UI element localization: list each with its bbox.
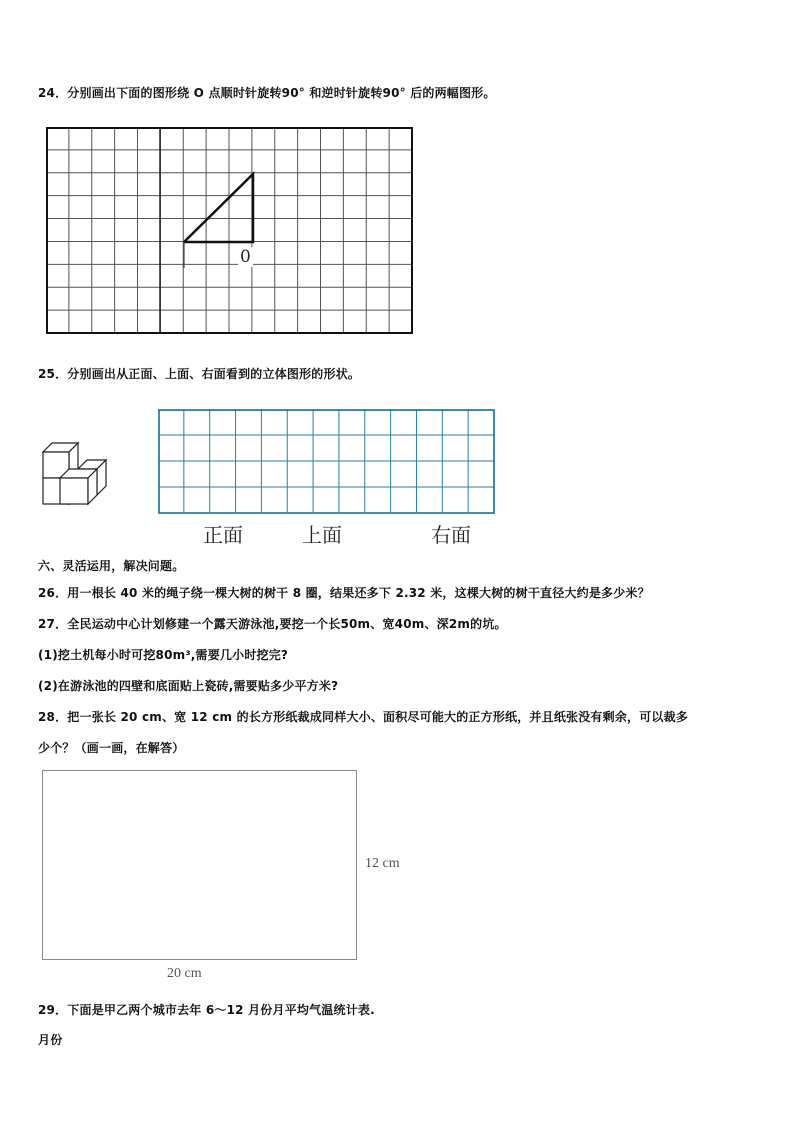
q28-text-line2: 少个？（画一画，在解答）	[38, 741, 185, 755]
q27-sub1: (1)挖土机每小时可挖80m³,需要几小时挖完?	[38, 648, 289, 662]
q28-height-label: 12 cm	[365, 856, 400, 871]
q25-text: 25．分别画出从正面、上面、右面看到的立体图形的形状。	[38, 367, 361, 381]
q24-point-label: 0	[240, 247, 251, 267]
right-view-label: 右面	[431, 523, 471, 547]
q28-width-label: 20 cm	[167, 966, 202, 981]
q24-grid	[46, 127, 414, 335]
q27-sub2: (2)在游泳池的四壁和底面贴上瓷砖,需要贴多少平方米?	[38, 679, 339, 693]
section-six-heading: 六、灵活运用，解决问题。	[38, 559, 185, 573]
q28-text-line1: 28．把一张长 20 cm、宽 12 cm 的长方形纸裁成同样大小、面积尽可能大的正方形纸，并且纸张没有剩余，可以裁多	[38, 710, 689, 724]
top-view-label: 上面	[302, 523, 342, 547]
q29-text: 29．下面是甲乙两个城市去年 6～12 月份月平均气温统计表.	[38, 1003, 375, 1017]
q26-text: 26．用一根长 40 米的绳子绕一棵大树的树干 8 圈，结果还多下 2.32 米，这棵大树的树干直径大约是多少米？	[38, 586, 650, 600]
q27-text: 27．全民运动中心计划修建一个露天游泳池,要挖一个长50m、宽40m、深2m的坑。	[38, 617, 507, 631]
q28-rectangle	[42, 770, 357, 960]
cube-stack-figure	[40, 438, 110, 508]
q24-text: 24．分别画出下面的图形绕 O 点顺时针旋转90° 和逆时针旋转90° 后的两幅图形。	[38, 86, 496, 100]
q25-grid	[158, 409, 496, 515]
q29-table-header: 月份	[38, 1033, 63, 1047]
q24-triangle	[184, 174, 253, 242]
front-view-label: 正面	[203, 523, 243, 547]
